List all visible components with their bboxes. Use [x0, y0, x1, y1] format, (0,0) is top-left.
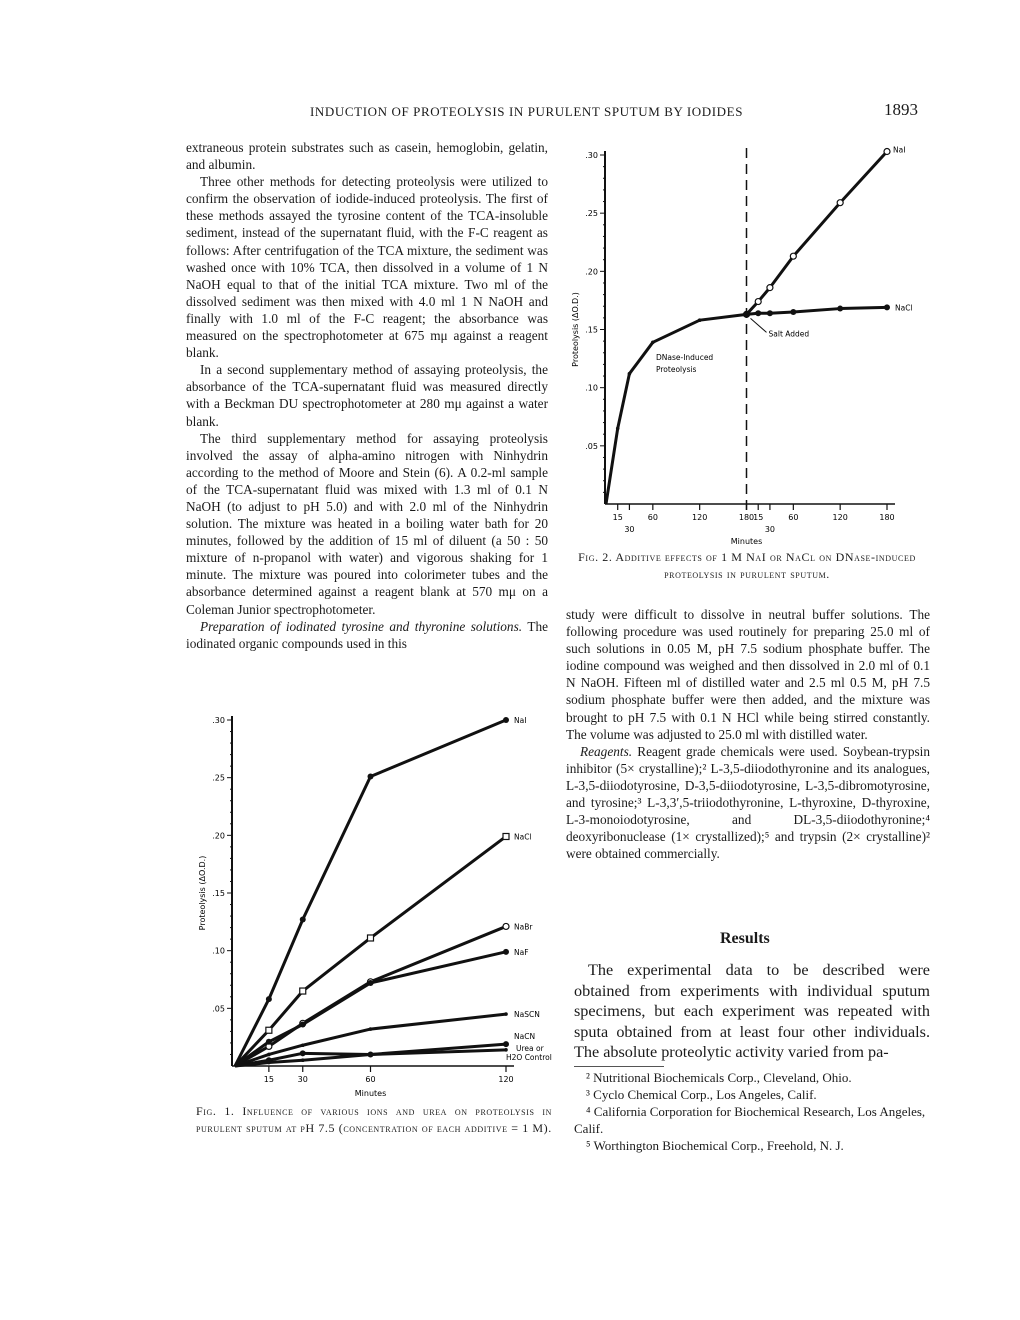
data-point — [616, 427, 620, 431]
data-point — [266, 1027, 272, 1033]
series-label: NaSCN — [514, 1010, 540, 1020]
x-tick-label: 30 — [624, 525, 635, 534]
data-point — [267, 1061, 271, 1065]
data-point — [651, 340, 655, 344]
y-tick-label: .20 — [212, 831, 225, 841]
y-tick-label: .05 — [585, 441, 598, 451]
paragraph: In a second supplementary method of assaying proteolysis, the absorbance of the TCA-supernatant fluid was measured directly with a Beckman DU spectrophotometer at 280 mμ against a water blank. — [186, 362, 548, 429]
data-point — [503, 833, 509, 839]
page-number: 1893 — [884, 100, 918, 119]
data-point — [368, 980, 374, 986]
y-tick-label: .20 — [585, 267, 598, 277]
region-label-line1: DNase-Induced — [656, 353, 714, 362]
series-label: NaCl — [514, 832, 532, 842]
series-label: NaI — [514, 716, 527, 725]
x-tick-label: 120 — [692, 513, 708, 522]
data-point — [368, 774, 374, 780]
section-heading: Reagents. — [580, 743, 633, 759]
data-point — [884, 149, 890, 155]
x-axis-label: Minutes — [730, 537, 763, 546]
figure-1-chart — [186, 700, 556, 1105]
y-tick-label: .30 — [585, 151, 598, 160]
x-tick-label: 180 — [738, 513, 755, 522]
series-label: NaCl — [895, 303, 913, 313]
salt-added-arrow — [751, 318, 767, 332]
data-point — [266, 996, 272, 1002]
y-axis-label: Proteolysis (ΔO.D.) — [198, 855, 207, 931]
x-tick-label: 180 — [879, 513, 895, 522]
series-label: NaI — [893, 145, 906, 155]
figure-2-caption: Fig. 2. Additive effects of 1 M NaI or NaCl on DNase-induced proteolysis in purulent sputum. — [578, 550, 916, 581]
figure-2-chart — [560, 140, 930, 550]
salt-added-label: Salt Added — [768, 329, 810, 339]
x-tick-label: 120 — [832, 513, 848, 522]
data-point — [767, 285, 773, 291]
data-point — [884, 304, 890, 310]
series-label: NaF — [514, 947, 529, 957]
x-tick-label: 15 — [612, 513, 623, 522]
y-tick-label: .25 — [212, 773, 225, 783]
paragraph: extraneous protein substrates such as casein, hemoglobin, gelatin, and albumin. — [186, 140, 548, 173]
data-point — [503, 949, 509, 955]
y-axis-label: Proteolysis (ΔO.D.) — [571, 292, 580, 367]
data-point — [698, 318, 702, 322]
data-point — [369, 1027, 373, 1031]
footnote: ⁴ California Corporation for Biochemical Research, Los Angeles, Calif. — [574, 1104, 926, 1136]
paragraph-text: The experimental data to be described were obtained from experiments with individual sputum specimens, but each experiment was repeated with sputa obtained from at least four other individuals. The absolute proteolytic activity varied from pa- — [574, 961, 930, 1062]
data-point — [267, 1053, 271, 1057]
data-point — [369, 1053, 373, 1057]
data-point — [504, 1048, 508, 1052]
paragraph: study were difficult to dissolve in neutral buffer solutions. The following procedure was used routinely for preparing 25.0 ml of such solutions in 0.05 M, pH 7.5 sodium phosphate buffer. The iodine compound was weighed and then dissolved in 2.0 ml of 0.1 N NaOH. Fifteen ml of distilled water and 2.5 ml 0.5 M, pH 7.5 sodium phosphate buffer were then added, and the mixture was brought to pH 7.5 with 0.1 N HCl while being stirred constantly. The volume was adjusted to 25.0 ml with distilled water. — [566, 607, 930, 742]
series-line-nabr — [235, 926, 506, 1066]
footnote: ² Nutritional Biochemicals Corp., Cleveland, Ohio. — [586, 1070, 852, 1085]
data-point — [368, 935, 374, 941]
y-tick-label: .15 — [585, 325, 598, 335]
y-tick-label: .30 — [212, 716, 225, 725]
running-title: INDUCTION OF PROTEOLYSIS IN PURULENT SPUTUM BY IODIDES — [310, 104, 744, 119]
series-label: NaCN — [514, 1032, 536, 1042]
data-point — [300, 1050, 306, 1056]
data-point — [790, 309, 796, 315]
right-column-text — [566, 606, 930, 862]
left-column-text — [186, 139, 548, 652]
data-point — [266, 1039, 272, 1045]
paragraph-reagents — [566, 743, 930, 863]
data-point — [301, 1043, 305, 1047]
x-tick-label: 15 — [753, 513, 764, 522]
x-tick-label: 30 — [764, 525, 776, 534]
data-point — [503, 1041, 509, 1047]
series-line-nacl — [235, 836, 506, 1066]
data-point — [767, 310, 773, 316]
y-tick-label: .05 — [212, 1004, 225, 1014]
data-point — [503, 717, 509, 723]
x-tick-label: 60 — [365, 1075, 376, 1084]
data-point — [837, 306, 843, 312]
paragraph: The third supplementary method for assaying proteolysis involved the assay of alpha-amino nitrogen with Ninhydrin according to the method of Moore and Stein (6). A 0.2-ml sample of the TCA-supernatant fluid was mixed with 1.3 ml of 0.1 N NaOH (to adjust to pH 5.0) and with 2.0 ml of the Ninhydrin solution. The mixture was heated in a boiling water bath for 20 minutes, followed by the addition of 15 ml of diluent (a 50 : 50 mixture of n-propanol with water) and vigorous shaking for 1 minute. The mixture was poured into colorimeter tubes and the absorbance determined against a reagent blank at 570 mμ on a Coleman Junior spectrophotometer. — [186, 430, 548, 617]
paragraph: Three other methods for detecting proteolysis were utilized to confirm the observation of iodide-induced proteolysis. The first of these methods assayed the tyrosine content of the TCA-insoluble sediment, instead of the supernatant fluid, with the F-C reagent as follows: After centrifugation of the TCA mixture, the sediment was washed once with 10% TCA, then dissolved in a volume of 1 N NaOH equal to that of the initial TCA mixture. Two ml of the dissolved sediment was then mixed with 4.0 ml 1 N NaOH and finally with 1.0 ml of the F-C reagent; the absorbance was measured on the spectrophotometer at 675 mμ against a reagent blank. — [186, 174, 548, 361]
x-tick-label: 15 — [263, 1075, 274, 1084]
data-point — [837, 200, 843, 206]
series-label: NaBr — [514, 922, 533, 932]
data-point — [300, 1021, 306, 1027]
region-label-line2: Proteolysis — [656, 365, 697, 374]
y-tick-label: .10 — [585, 383, 598, 393]
figure-1-caption: Fig. 1. Influence of various ions and urea on proteolysis in purulent sputum at pH 7.5 (concentration of each additive = 1 M). — [196, 1104, 552, 1135]
data-point — [300, 988, 306, 994]
section-heading: Preparation of iodinated tyrosine and thyronine solutions. — [200, 618, 523, 634]
footnote: ⁵ Worthington Biochemical Corp., Freehold, N. J. — [586, 1138, 844, 1153]
paragraph-text: Reagent grade chemicals were used. Soybean-trypsin inhibitor (5× crystalline);² L-3,5-diiodothyronine and its analogues, L-3,5-diiodotyrosine, D-3,5-diiodotyrosine, L-3,5-dibromotyrosine, and tyrosine;³ L-3,3′,5-triiodothyronine, L-thyroxine, D-thyroxine, L-3-monoiodotyrosine, and DL-3,5-diiodothyronine;⁴ deoxyribonuclease (1× crystallized);⁵ and trypsin (2× crystalline)² were obtained commercially. — [566, 743, 930, 862]
series-line-naf — [235, 952, 506, 1066]
y-tick-label: .15 — [212, 889, 225, 898]
footnotes — [574, 1069, 932, 1154]
paragraph-preparation — [186, 618, 548, 652]
results-heading: Results — [720, 930, 770, 947]
data-point — [755, 310, 761, 316]
y-tick-label: .25 — [585, 209, 598, 219]
results-paragraph — [574, 960, 930, 1063]
data-point — [790, 253, 796, 259]
x-tick-label: 60 — [647, 513, 658, 522]
x-axis-label: Minutes — [354, 1089, 387, 1098]
x-tick-label: 60 — [788, 513, 799, 522]
data-point — [503, 923, 509, 929]
series-label: Urea or H2O Control — [506, 1043, 552, 1062]
footnote: ³ Cyclo Chemical Corp., Los Angeles, Calif. — [586, 1087, 817, 1102]
data-point — [628, 372, 632, 376]
y-tick-label: .10 — [212, 946, 225, 956]
data-point — [755, 299, 761, 305]
series-line-dnase-induced-proteolysis — [606, 314, 747, 504]
x-tick-label: 30 — [297, 1075, 308, 1084]
footnote-divider — [574, 1066, 664, 1067]
data-point — [301, 1058, 305, 1062]
data-point — [504, 1012, 508, 1016]
data-point — [300, 917, 306, 923]
x-tick-label: 120 — [498, 1075, 514, 1084]
paragraph-text: The iodinated organic compounds used in this — [186, 618, 548, 651]
series-line-nai — [235, 720, 506, 1066]
